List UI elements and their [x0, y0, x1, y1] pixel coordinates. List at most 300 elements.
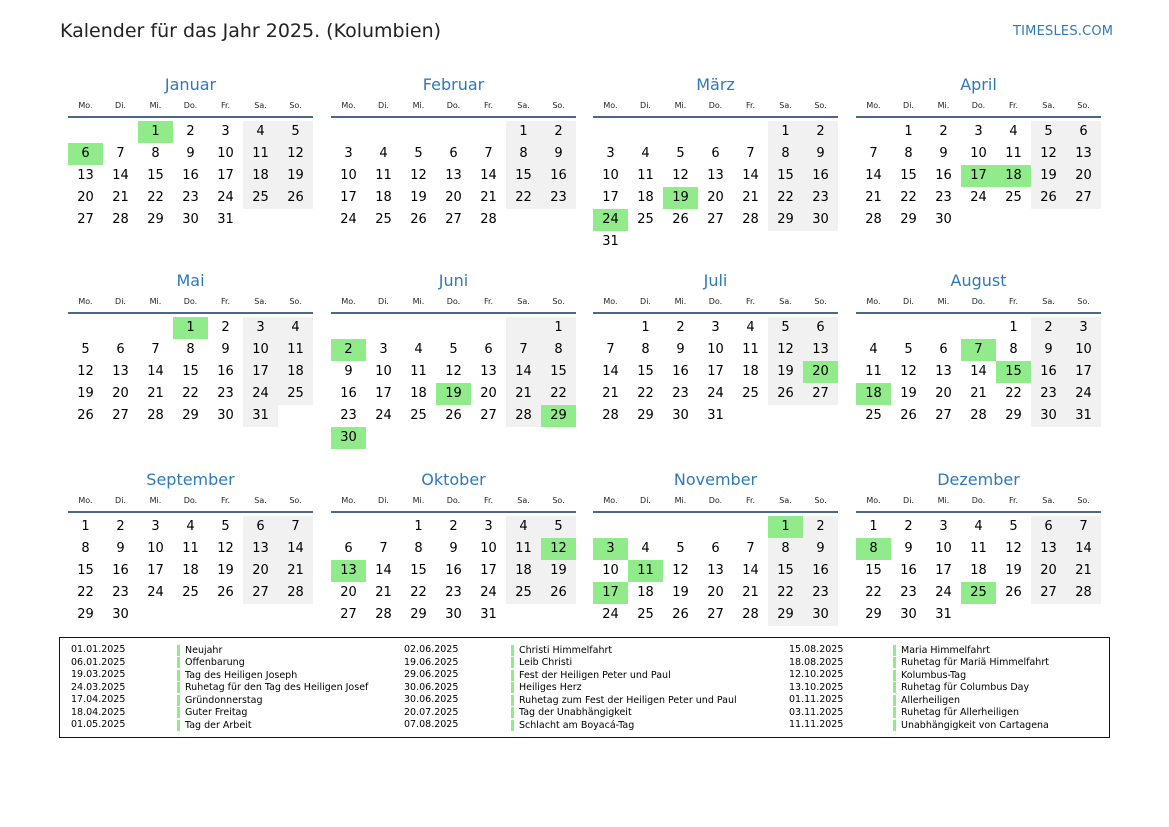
- day-cell[interactable]: 6: [1031, 516, 1066, 538]
- day-cell[interactable]: 21: [375, 585, 392, 600]
- day-cell[interactable]: 18: [375, 190, 392, 205]
- day-cell[interactable]: 31: [480, 607, 497, 622]
- day-cell[interactable]: 11: [375, 168, 392, 183]
- day-cell[interactable]: 22: [506, 187, 541, 209]
- day-cell[interactable]: 8: [1009, 342, 1018, 357]
- day-cell[interactable]: 26: [541, 582, 576, 604]
- day-cell[interactable]: 6: [711, 541, 720, 556]
- day-cell[interactable]: 25: [243, 187, 278, 209]
- day-cell[interactable]: 10: [480, 541, 497, 556]
- day-cell[interactable]: 7: [116, 146, 125, 161]
- day-cell[interactable]: 15: [768, 165, 803, 187]
- day-cell[interactable]: 28: [742, 607, 759, 622]
- day-cell[interactable]: 21: [865, 190, 882, 205]
- day-cell[interactable]: 1: [81, 519, 90, 534]
- day-cell[interactable]: 22: [541, 383, 576, 405]
- day-cell[interactable]: 21: [602, 386, 619, 401]
- day-cell[interactable]: 2: [449, 519, 458, 534]
- day-cell[interactable]: 19: [672, 585, 689, 600]
- day-cell[interactable]: 5: [676, 146, 685, 161]
- day-cell[interactable]: 29: [768, 209, 803, 231]
- day-cell[interactable]: 16: [182, 168, 199, 183]
- day-cell[interactable]: 13: [707, 563, 724, 578]
- day-cell[interactable]: 22: [637, 386, 654, 401]
- day-cell[interactable]: 19: [217, 563, 234, 578]
- day-cell[interactable]: 30: [672, 408, 689, 423]
- day-cell[interactable]: 26: [410, 212, 427, 227]
- day-cell[interactable]: 13: [445, 168, 462, 183]
- day-cell[interactable]: 15: [865, 563, 882, 578]
- day-cell[interactable]: 26: [445, 408, 462, 423]
- day-cell[interactable]: 30: [182, 212, 199, 227]
- day-cell[interactable]: 13: [480, 364, 497, 379]
- day-cell[interactable]: 25: [865, 408, 882, 423]
- day-cell[interactable]: 30: [445, 607, 462, 622]
- day-cell[interactable]: 12: [278, 143, 313, 165]
- day-cell[interactable]: 14: [970, 364, 987, 379]
- day-cell[interactable]: 7: [746, 541, 755, 556]
- day-cell[interactable]: 4: [506, 516, 541, 538]
- day-cell[interactable]: 28: [1066, 582, 1101, 604]
- day-cell[interactable]: 6: [449, 146, 458, 161]
- day-cell[interactable]: 22: [865, 585, 882, 600]
- day-cell[interactable]: 10: [147, 541, 164, 556]
- day-cell[interactable]: 1: [768, 121, 803, 143]
- day-cell[interactable]: 26: [672, 607, 689, 622]
- day-cell[interactable]: 21: [970, 386, 987, 401]
- day-cell[interactable]: 23: [541, 187, 576, 209]
- day-cell[interactable]: 11: [243, 143, 278, 165]
- day-cell[interactable]: 2: [803, 121, 838, 143]
- day-cell[interactable]: 4: [1009, 124, 1018, 139]
- day-cell[interactable]: 27: [112, 408, 129, 423]
- day-cell[interactable]: 27: [707, 607, 724, 622]
- day-cell[interactable]: 1: [768, 516, 803, 538]
- day-cell[interactable]: 20: [112, 386, 129, 401]
- day-cell[interactable]: 23: [112, 585, 129, 600]
- day-cell[interactable]: 18: [243, 165, 278, 187]
- day-cell[interactable]: 23: [672, 386, 689, 401]
- day-cell[interactable]: 12: [410, 168, 427, 183]
- day-cell[interactable]: 26: [768, 383, 803, 405]
- day-cell[interactable]: 10: [340, 168, 357, 183]
- day-cell[interactable]: 29: [410, 607, 427, 622]
- day-cell[interactable]: 26: [672, 212, 689, 227]
- day-cell[interactable]: 17: [375, 386, 392, 401]
- day-cell[interactable]: 26: [1005, 585, 1022, 600]
- day-cell[interactable]: 4: [974, 519, 983, 534]
- day-cell[interactable]: 10: [935, 541, 952, 556]
- day-cell[interactable]: 17: [961, 165, 996, 187]
- day-cell[interactable]: 11: [637, 168, 654, 183]
- day-cell[interactable]: 21: [742, 190, 759, 205]
- day-cell[interactable]: 14: [742, 168, 759, 183]
- day-cell[interactable]: 29: [900, 212, 917, 227]
- day-cell[interactable]: 9: [116, 541, 125, 556]
- day-cell[interactable]: 19: [541, 560, 576, 582]
- day-cell[interactable]: 2: [939, 124, 948, 139]
- day-cell[interactable]: 3: [243, 317, 278, 339]
- day-cell[interactable]: 22: [147, 190, 164, 205]
- day-cell[interactable]: 5: [768, 317, 803, 339]
- day-cell[interactable]: 17: [340, 190, 357, 205]
- day-cell[interactable]: 19: [663, 187, 698, 209]
- brand-link[interactable]: TIMESLES.COM: [1013, 24, 1114, 39]
- day-cell[interactable]: 28: [375, 607, 392, 622]
- day-cell[interactable]: 13: [1031, 538, 1066, 560]
- day-cell[interactable]: 13: [243, 538, 278, 560]
- day-cell[interactable]: 24: [1066, 383, 1101, 405]
- day-cell[interactable]: 9: [449, 541, 458, 556]
- day-cell[interactable]: 29: [637, 408, 654, 423]
- day-cell[interactable]: 23: [445, 585, 462, 600]
- day-cell[interactable]: 27: [707, 212, 724, 227]
- day-cell[interactable]: 3: [974, 124, 983, 139]
- day-cell[interactable]: 14: [147, 364, 164, 379]
- day-cell[interactable]: 1: [138, 121, 173, 143]
- day-cell[interactable]: 2: [186, 124, 195, 139]
- day-cell[interactable]: 11: [742, 342, 759, 357]
- day-cell[interactable]: 11: [410, 364, 427, 379]
- day-cell[interactable]: 29: [541, 405, 576, 427]
- day-cell[interactable]: 20: [935, 386, 952, 401]
- day-cell[interactable]: 2: [541, 121, 576, 143]
- day-cell[interactable]: 13: [77, 168, 94, 183]
- day-cell[interactable]: 26: [278, 187, 313, 209]
- day-cell[interactable]: 14: [742, 563, 759, 578]
- day-cell[interactable]: 18: [506, 560, 541, 582]
- day-cell[interactable]: 9: [803, 538, 838, 560]
- day-cell[interactable]: 17: [480, 563, 497, 578]
- day-cell[interactable]: 6: [68, 143, 103, 165]
- day-cell[interactable]: 22: [77, 585, 94, 600]
- day-cell[interactable]: 31: [217, 212, 234, 227]
- day-cell[interactable]: 13: [331, 560, 366, 582]
- day-cell[interactable]: 12: [1005, 541, 1022, 556]
- day-cell[interactable]: 19: [278, 165, 313, 187]
- day-cell[interactable]: 1: [869, 519, 878, 534]
- day-cell[interactable]: 13: [935, 364, 952, 379]
- day-cell[interactable]: 6: [711, 146, 720, 161]
- day-cell[interactable]: 16: [803, 560, 838, 582]
- day-cell[interactable]: 2: [1031, 317, 1066, 339]
- day-cell[interactable]: 23: [340, 408, 357, 423]
- day-cell[interactable]: 23: [1031, 383, 1066, 405]
- day-cell[interactable]: 22: [182, 386, 199, 401]
- day-cell[interactable]: 6: [803, 317, 838, 339]
- day-cell[interactable]: 27: [77, 212, 94, 227]
- day-cell[interactable]: 1: [173, 317, 208, 339]
- day-cell[interactable]: 12: [541, 538, 576, 560]
- day-cell[interactable]: 8: [641, 342, 650, 357]
- day-cell[interactable]: 7: [506, 339, 541, 361]
- day-cell[interactable]: 24: [217, 190, 234, 205]
- day-cell[interactable]: 21: [506, 383, 541, 405]
- day-cell[interactable]: 3: [151, 519, 160, 534]
- day-cell[interactable]: 8: [904, 146, 913, 161]
- day-cell[interactable]: 22: [1005, 386, 1022, 401]
- day-cell[interactable]: 18: [742, 364, 759, 379]
- day-cell[interactable]: 20: [77, 190, 94, 205]
- day-cell[interactable]: 16: [935, 168, 952, 183]
- day-cell[interactable]: 11: [182, 541, 199, 556]
- day-cell[interactable]: 28: [147, 408, 164, 423]
- day-cell[interactable]: 6: [243, 516, 278, 538]
- day-cell[interactable]: 4: [641, 541, 650, 556]
- day-cell[interactable]: 14: [865, 168, 882, 183]
- day-cell[interactable]: 20: [243, 560, 278, 582]
- day-cell[interactable]: 14: [480, 168, 497, 183]
- day-cell[interactable]: 30: [803, 209, 838, 231]
- day-cell[interactable]: 28: [112, 212, 129, 227]
- day-cell[interactable]: 21: [112, 190, 129, 205]
- day-cell[interactable]: 4: [278, 317, 313, 339]
- day-cell[interactable]: 8: [81, 541, 90, 556]
- day-cell[interactable]: 24: [707, 386, 724, 401]
- day-cell[interactable]: 23: [900, 585, 917, 600]
- day-cell[interactable]: 30: [900, 607, 917, 622]
- day-cell[interactable]: 20: [480, 386, 497, 401]
- day-cell[interactable]: 9: [541, 143, 576, 165]
- day-cell[interactable]: 9: [939, 146, 948, 161]
- day-cell[interactable]: 25: [1005, 190, 1022, 205]
- day-cell[interactable]: 7: [151, 342, 160, 357]
- day-cell[interactable]: 24: [480, 585, 497, 600]
- day-cell[interactable]: 10: [602, 563, 619, 578]
- day-cell[interactable]: 11: [628, 560, 663, 582]
- day-cell[interactable]: 27: [480, 408, 497, 423]
- day-cell[interactable]: 24: [593, 209, 628, 231]
- day-cell[interactable]: 1: [506, 121, 541, 143]
- day-cell[interactable]: 24: [375, 408, 392, 423]
- day-cell[interactable]: 16: [900, 563, 917, 578]
- day-cell[interactable]: 6: [116, 342, 125, 357]
- day-cell[interactable]: 8: [856, 538, 891, 560]
- day-cell[interactable]: 28: [865, 212, 882, 227]
- day-cell[interactable]: 15: [182, 364, 199, 379]
- day-cell[interactable]: 29: [865, 607, 882, 622]
- day-cell[interactable]: 15: [637, 364, 654, 379]
- day-cell[interactable]: 3: [593, 538, 628, 560]
- day-cell[interactable]: 12: [217, 541, 234, 556]
- day-cell[interactable]: 30: [217, 408, 234, 423]
- day-cell[interactable]: 25: [637, 607, 654, 622]
- day-cell[interactable]: 19: [1031, 165, 1066, 187]
- day-cell[interactable]: 3: [711, 320, 720, 335]
- day-cell[interactable]: 26: [1031, 187, 1066, 209]
- day-cell[interactable]: 27: [935, 408, 952, 423]
- day-cell[interactable]: 15: [147, 168, 164, 183]
- day-cell[interactable]: 16: [672, 364, 689, 379]
- day-cell[interactable]: 20: [707, 585, 724, 600]
- day-cell[interactable]: 7: [746, 146, 755, 161]
- day-cell[interactable]: 22: [768, 187, 803, 209]
- day-cell[interactable]: 25: [375, 212, 392, 227]
- day-cell[interactable]: 22: [900, 190, 917, 205]
- day-cell[interactable]: 15: [506, 165, 541, 187]
- day-cell[interactable]: 7: [379, 541, 388, 556]
- day-cell[interactable]: 15: [77, 563, 94, 578]
- day-cell[interactable]: 27: [340, 607, 357, 622]
- day-cell[interactable]: 11: [970, 541, 987, 556]
- day-cell[interactable]: 4: [243, 121, 278, 143]
- day-cell[interactable]: 1: [541, 317, 576, 339]
- day-cell[interactable]: 5: [449, 342, 458, 357]
- day-cell[interactable]: 5: [278, 121, 313, 143]
- day-cell[interactable]: 9: [904, 541, 913, 556]
- day-cell[interactable]: 14: [112, 168, 129, 183]
- day-cell[interactable]: 8: [186, 342, 195, 357]
- day-cell[interactable]: 6: [344, 541, 353, 556]
- day-cell[interactable]: 2: [116, 519, 125, 534]
- day-cell[interactable]: 10: [217, 146, 234, 161]
- day-cell[interactable]: 9: [344, 364, 353, 379]
- day-cell[interactable]: 24: [340, 212, 357, 227]
- day-cell[interactable]: 11: [865, 364, 882, 379]
- day-cell[interactable]: 25: [182, 585, 199, 600]
- day-cell[interactable]: 5: [541, 516, 576, 538]
- day-cell[interactable]: 4: [379, 146, 388, 161]
- day-cell[interactable]: 27: [803, 383, 838, 405]
- day-cell[interactable]: 11: [278, 339, 313, 361]
- day-cell[interactable]: 27: [445, 212, 462, 227]
- day-cell[interactable]: 28: [602, 408, 619, 423]
- day-cell[interactable]: 8: [414, 541, 423, 556]
- day-cell[interactable]: 5: [904, 342, 913, 357]
- day-cell[interactable]: 3: [344, 146, 353, 161]
- day-cell[interactable]: 3: [379, 342, 388, 357]
- day-cell[interactable]: 5: [1009, 519, 1018, 534]
- day-cell[interactable]: 13: [112, 364, 129, 379]
- day-cell[interactable]: 18: [856, 383, 891, 405]
- day-cell[interactable]: 1: [1009, 320, 1018, 335]
- day-cell[interactable]: 18: [970, 563, 987, 578]
- day-cell[interactable]: 21: [278, 560, 313, 582]
- day-cell[interactable]: 30: [1031, 405, 1066, 427]
- day-cell[interactable]: 16: [445, 563, 462, 578]
- day-cell[interactable]: 13: [803, 339, 838, 361]
- day-cell[interactable]: 14: [1066, 538, 1101, 560]
- day-cell[interactable]: 26: [77, 408, 94, 423]
- day-cell[interactable]: 23: [935, 190, 952, 205]
- day-cell[interactable]: 20: [707, 190, 724, 205]
- day-cell[interactable]: 5: [1031, 121, 1066, 143]
- day-cell[interactable]: 7: [484, 146, 493, 161]
- day-cell[interactable]: 7: [606, 342, 615, 357]
- day-cell[interactable]: 20: [1066, 165, 1101, 187]
- day-cell[interactable]: 9: [186, 146, 195, 161]
- day-cell[interactable]: 23: [217, 386, 234, 401]
- day-cell[interactable]: 15: [541, 361, 576, 383]
- day-cell[interactable]: 17: [593, 582, 628, 604]
- day-cell[interactable]: 7: [278, 516, 313, 538]
- day-cell[interactable]: 20: [445, 190, 462, 205]
- day-cell[interactable]: 19: [436, 383, 471, 405]
- day-cell[interactable]: 19: [768, 361, 803, 383]
- day-cell[interactable]: 28: [506, 405, 541, 427]
- day-cell[interactable]: 12: [672, 563, 689, 578]
- day-cell[interactable]: 4: [414, 342, 423, 357]
- day-cell[interactable]: 23: [803, 582, 838, 604]
- day-cell[interactable]: 14: [506, 361, 541, 383]
- day-cell[interactable]: 31: [602, 234, 619, 249]
- day-cell[interactable]: 10: [243, 339, 278, 361]
- day-cell[interactable]: 25: [278, 383, 313, 405]
- day-cell[interactable]: 2: [221, 320, 230, 335]
- day-cell[interactable]: 6: [484, 342, 493, 357]
- day-cell[interactable]: 20: [803, 361, 838, 383]
- day-cell[interactable]: 16: [340, 386, 357, 401]
- day-cell[interactable]: 29: [77, 607, 94, 622]
- day-cell[interactable]: 18: [637, 585, 654, 600]
- day-cell[interactable]: 26: [217, 585, 234, 600]
- day-cell[interactable]: 17: [602, 190, 619, 205]
- day-cell[interactable]: 21: [742, 585, 759, 600]
- day-cell[interactable]: 4: [746, 320, 755, 335]
- day-cell[interactable]: 15: [768, 560, 803, 582]
- day-cell[interactable]: 30: [935, 212, 952, 227]
- day-cell[interactable]: 18: [996, 165, 1031, 187]
- day-cell[interactable]: 31: [935, 607, 952, 622]
- day-cell[interactable]: 11: [1005, 146, 1022, 161]
- day-cell[interactable]: 15: [996, 361, 1031, 383]
- day-cell[interactable]: 9: [803, 143, 838, 165]
- day-cell[interactable]: 25: [961, 582, 996, 604]
- day-cell[interactable]: 25: [506, 582, 541, 604]
- day-cell[interactable]: 1: [904, 124, 913, 139]
- day-cell[interactable]: 18: [637, 190, 654, 205]
- day-cell[interactable]: 12: [445, 364, 462, 379]
- day-cell[interactable]: 5: [414, 146, 423, 161]
- day-cell[interactable]: 28: [742, 212, 759, 227]
- day-cell[interactable]: 10: [707, 342, 724, 357]
- day-cell[interactable]: 3: [1066, 317, 1101, 339]
- day-cell[interactable]: 2: [803, 516, 838, 538]
- day-cell[interactable]: 18: [182, 563, 199, 578]
- day-cell[interactable]: 1: [414, 519, 423, 534]
- day-cell[interactable]: 16: [803, 165, 838, 187]
- day-cell[interactable]: 17: [217, 168, 234, 183]
- day-cell[interactable]: 26: [900, 408, 917, 423]
- day-cell[interactable]: 18: [410, 386, 427, 401]
- day-cell[interactable]: 31: [1066, 405, 1101, 427]
- day-cell[interactable]: 24: [602, 607, 619, 622]
- day-cell[interactable]: 12: [768, 339, 803, 361]
- day-cell[interactable]: 27: [1066, 187, 1101, 209]
- day-cell[interactable]: 29: [147, 212, 164, 227]
- day-cell[interactable]: 6: [1066, 121, 1101, 143]
- day-cell[interactable]: 9: [221, 342, 230, 357]
- day-cell[interactable]: 3: [484, 519, 493, 534]
- day-cell[interactable]: 31: [243, 405, 278, 427]
- day-cell[interactable]: 28: [278, 582, 313, 604]
- day-cell[interactable]: 25: [742, 386, 759, 401]
- day-cell[interactable]: 7: [1066, 516, 1101, 538]
- day-cell[interactable]: 14: [278, 538, 313, 560]
- day-cell[interactable]: 29: [768, 604, 803, 626]
- day-cell[interactable]: 30: [803, 604, 838, 626]
- day-cell[interactable]: 4: [186, 519, 195, 534]
- day-cell[interactable]: 5: [676, 541, 685, 556]
- day-cell[interactable]: 17: [935, 563, 952, 578]
- day-cell[interactable]: 13: [1066, 143, 1101, 165]
- day-cell[interactable]: 30: [112, 607, 129, 622]
- day-cell[interactable]: 10: [1066, 339, 1101, 361]
- day-cell[interactable]: 2: [676, 320, 685, 335]
- day-cell[interactable]: 2: [331, 339, 366, 361]
- day-cell[interactable]: 8: [768, 538, 803, 560]
- day-cell[interactable]: 19: [900, 386, 917, 401]
